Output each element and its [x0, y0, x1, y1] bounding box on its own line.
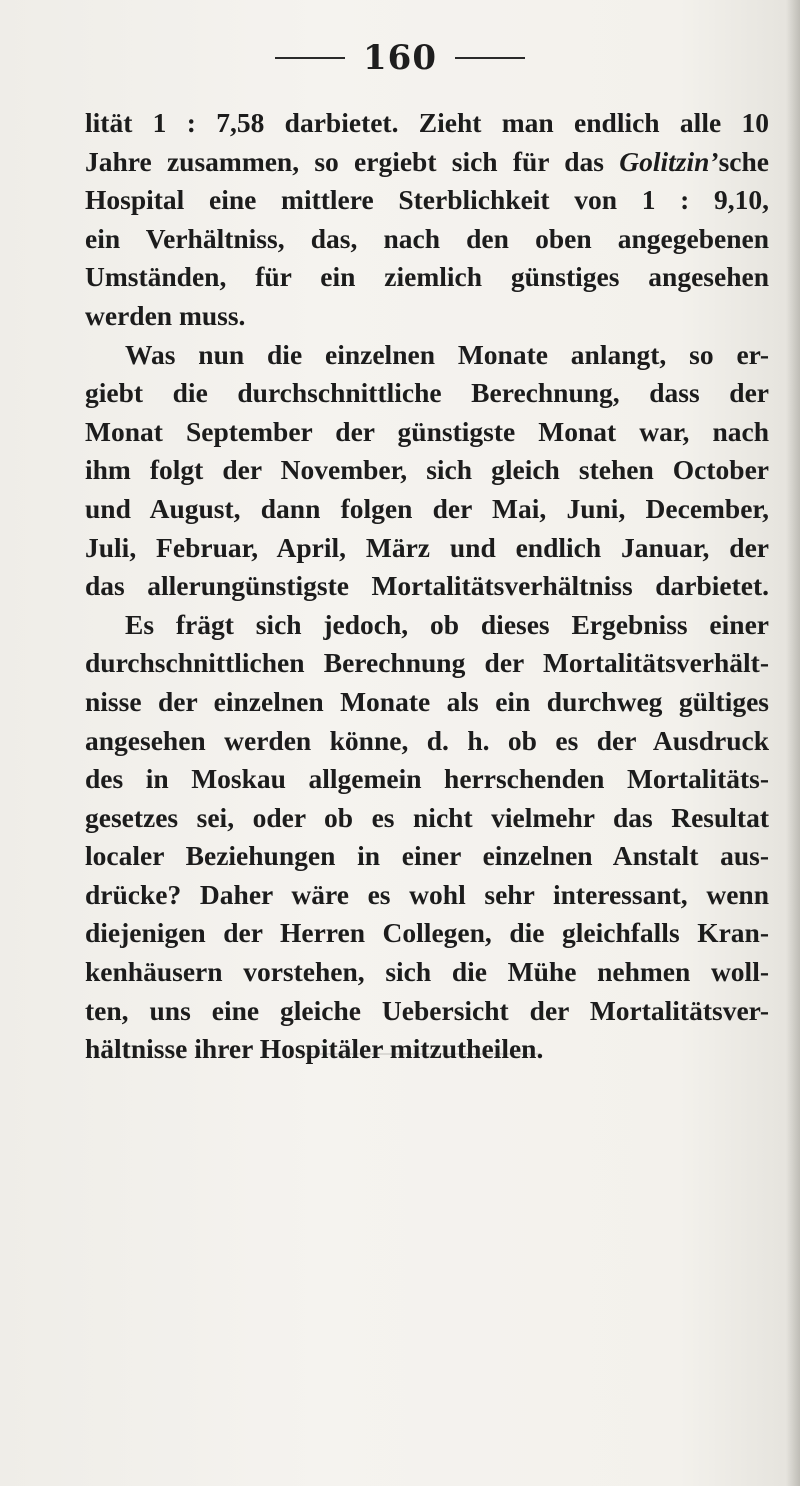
- text-line: [85, 876, 769, 915]
- text-line: [85, 567, 769, 606]
- line-text: Hospital eine mittlere Sterblichkeit von 1 : 9,10,: [85, 184, 769, 216]
- text-line: [85, 837, 769, 876]
- line-text: lität 1 : 7,58 darbietet. Zieht man endlich alle 10: [85, 107, 769, 138]
- line-text: Umständen, für ein ziemlich günstiges angesehen: [85, 261, 769, 293]
- text-line: [85, 374, 769, 413]
- text-line: [85, 606, 769, 645]
- line-text: giebt die durchschnittliche Berechnung, dass der: [85, 377, 769, 409]
- line-text: werden muss.: [85, 299, 246, 331]
- line-text: und August, dann folgen der Mai, Juni, December,: [85, 492, 769, 524]
- text-line: [85, 760, 769, 799]
- text-line: [85, 181, 769, 220]
- text-line: [85, 722, 769, 761]
- body-text: [85, 104, 769, 1069]
- text-line: [85, 490, 769, 529]
- line-text: ein Verhältniss, das, nach den oben angegebenen: [85, 222, 769, 254]
- text-line: [85, 799, 769, 838]
- line-text: localer Beziehungen in einer einzelnen Anstalt aus-: [85, 840, 769, 872]
- line-text: nisse der einzelnen Monate als ein durchweg gültiges: [85, 685, 769, 717]
- line-text: Monat September der günstigste Monat war, nach: [85, 415, 769, 447]
- line-text: gesetzes sei, oder ob es nicht vielmehr das Resultat: [85, 801, 769, 833]
- text-line: [85, 297, 769, 336]
- page-number: 160: [363, 38, 437, 78]
- header-rule-right: [455, 57, 525, 59]
- line-text: kenhäusern vorstehen, sich die Mühe nehmen woll-: [85, 956, 769, 988]
- page-edge-shadow: [786, 0, 800, 1486]
- line-text: Juli, Februar, April, März und endlich Januar, der: [85, 531, 769, 563]
- line-text: ihm folgt der November, sich gleich stehen October: [85, 454, 769, 486]
- text-line: [85, 644, 769, 683]
- line-text: durchschnittlichen Berechnung der Mortalitätsverhält-: [85, 647, 769, 679]
- text-line: [85, 104, 769, 143]
- line-text: sche: [718, 145, 769, 177]
- text-line: [85, 992, 769, 1031]
- text-line: [85, 336, 769, 375]
- text-line: [85, 1030, 769, 1069]
- text-line: [85, 683, 769, 722]
- text-line: [85, 914, 769, 953]
- text-line: [85, 413, 769, 452]
- text-line: [85, 953, 769, 992]
- header-rule-left: [275, 57, 345, 59]
- line-text: des in Moskau allgemein herrschenden Mortalitäts-: [85, 763, 769, 795]
- line-text: angesehen werden könne, d. h. ob es der Ausdruck: [85, 724, 769, 756]
- line-text: hältnisse ihrer Hospitäler mitzutheilen.: [85, 1033, 544, 1065]
- line-text: drücke? Daher wäre es wohl sehr interessant, wenn: [85, 878, 769, 910]
- line-text: ten, uns eine gleiche Uebersicht der Mortalitätsver-: [85, 994, 769, 1026]
- line-text: das allerungünstigste Mortalitätsverhältniss darbietet.: [85, 570, 769, 602]
- text-line: [85, 143, 769, 182]
- line-text: Was nun die einzelnen Monate anlangt, so er-: [125, 338, 769, 370]
- text-line: [85, 258, 769, 297]
- text-line: [85, 220, 769, 259]
- text-line: [85, 451, 769, 490]
- line-text: Jahre zusammen, so ergiebt sich für das: [85, 145, 620, 177]
- page-header: [0, 38, 800, 78]
- text-line: [85, 529, 769, 568]
- line-text: Es frägt sich jedoch, ob dieses Ergebniss einer: [125, 608, 769, 640]
- line-text: diejenigen der Herren Collegen, die gleichfalls Kran-: [85, 917, 769, 949]
- italic-text: Golitzin’: [619, 145, 719, 177]
